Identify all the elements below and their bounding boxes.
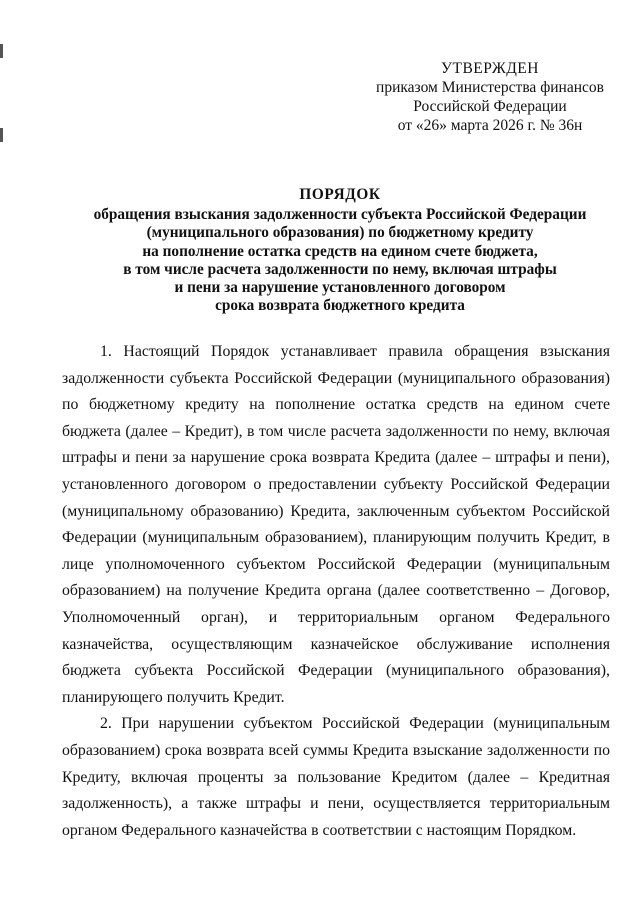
scan-edge-mark <box>0 44 3 58</box>
paragraph-1: 1. Настоящий Порядок устанавливает правила обращения взыскания задолженности субъекта Российской Федерации (муниципального образования) по бюджетному кредиту на пополнение остатка средств на едином счете бюджета (далее – Кредит), в том числе расчета задолженности по нему, включая штрафы и пени за нарушение срока возврата Кредита (далее – штрафы и пени), установленного договором о предоставлении субъекту Российской Федерации (муниципальному образованию) Кредита, заключенным субъектом Российской Федерации (муниципальным образованием), планирующим получить Кредит, в лице уполномоченного субъектом Российской Федерации (муниципальным образованием) на получение Кредита органа (далее соответственно – Договор, Уполномоченный орган), и территориальным органом Федерального казначейства, осуществляющим казначейское обслуживание исполнения бюджета субъекта Российской Федерации (муниципального образования), планирующего получить Кредит. <box>62 343 610 706</box>
document-title-block <box>40 186 640 315</box>
title-line: и пени за нарушение установленного договором <box>174 279 506 297</box>
scan-edge-mark <box>0 128 3 142</box>
approval-line: приказом Министерства финансов <box>376 79 604 96</box>
title-line: в том числе расчета задолженности по нему, включая штрафы <box>123 260 557 278</box>
title-line: на пополнение остатка средств на едином счете бюджета, <box>142 242 538 260</box>
title-line: обращения взыскания задолженности субъекта Российской Федерации <box>93 206 587 224</box>
title-line: (муниципального образования) по бюджетному кредиту <box>146 224 534 242</box>
document-body <box>62 339 610 844</box>
approval-date-line: от «26» марта 2026 г. № 36н <box>397 117 583 134</box>
approval-block <box>360 59 620 135</box>
approval-title: УТВЕРЖДЕН <box>441 60 539 77</box>
paragraph-2: 2. При нарушении субъектом Российской Федерации (муниципальным образованием) срока возврата всей суммы Кредита взыскание задолженности по Кредиту, включая проценты за пользование Кредитом (далее – Кредитная задолженность), а также штрафы и пени, осуществляется территориальным органом Федерального казначейства в соответствии с настоящим Порядком. <box>62 715 610 839</box>
document-heading: ПОРЯДОК <box>299 186 381 203</box>
title-line: срока возврата бюджетного кредита <box>215 297 465 315</box>
approval-line: Российской Федерации <box>413 98 567 115</box>
